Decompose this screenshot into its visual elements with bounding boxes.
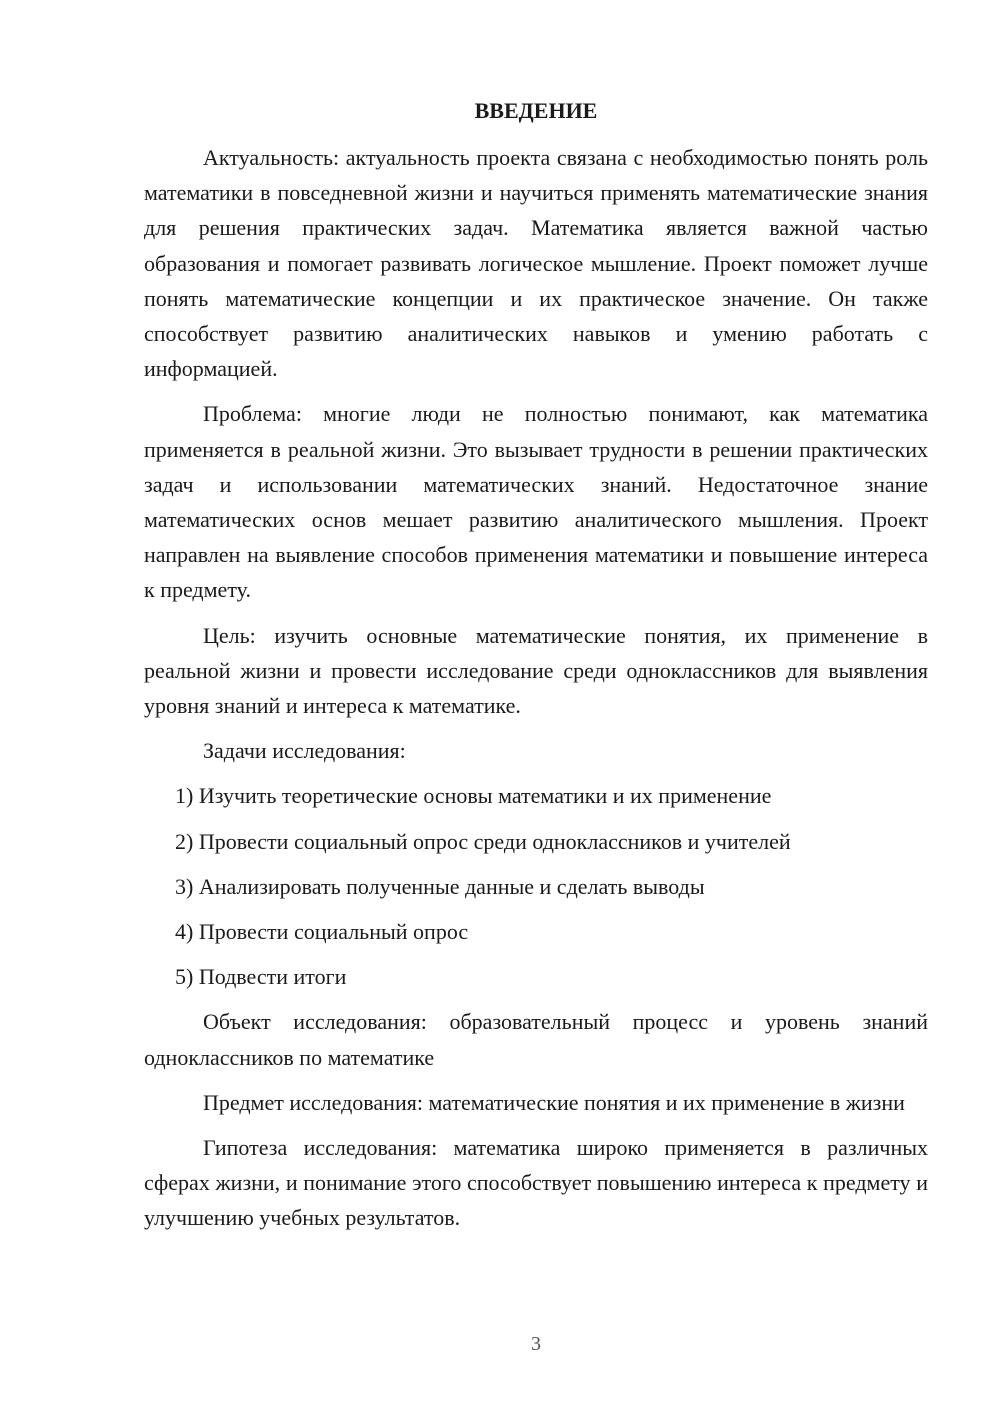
tasks-list <box>144 778 928 994</box>
page-title: ВВЕДЕНИЕ <box>474 98 598 123</box>
list-item: 1) Изучить теоретические основы математики и их применение <box>175 783 772 809</box>
list-item: 5) Подвести итоги <box>175 964 347 990</box>
paragraph-problem: Проблема: многие люди не полностью понимают, как математика применяется в реальной жизни. Это вызывает трудности в решении практических задач и использовании математических знаний. Недостаточное знание математических основ мешает развитию аналитического мышления. Проект направлен на выявление способов применения математики и повышение интереса к предмету. <box>144 401 928 603</box>
page-content <box>144 96 928 1246</box>
list-item: 2) Провести социальный опрос среди одноклассников и учителей <box>175 828 791 854</box>
page-number: 3 <box>531 1333 541 1355</box>
tasks-heading: Задачи исследования: <box>203 738 406 764</box>
list-item: 3) Анализировать полученные данные и сделать выводы <box>175 873 705 899</box>
paragraph-goal: Цель: изучить основные математические понятия, их применение в реальной жизни и провести исследование среди одноклассников для выявления уровня знаний и интереса к математике. <box>144 622 928 719</box>
paragraph-relevance: Актуальность: актуальность проекта связана с необходимостью понять роль математики в повседневной жизни и научиться применять математические знания для решения практических задач. Математика является важной частью образования и помогает развивать логическое мышление. Проект поможет лучше понять математические концепции и их практическое значение. Он также способствует развитию аналитических навыков и умению работать с информацией. <box>144 145 928 382</box>
paragraph-subject: Предмет исследования: математические понятия и их применение в жизни <box>203 1089 905 1115</box>
list-item: 4) Провести социальный опрос <box>175 919 469 945</box>
paragraph-hypothesis: Гипотеза исследования: математика широко применяется в различных сферах жизни, и понимание этого способствует повышению интереса к предмету и улучшению учебных результатов. <box>144 1135 928 1231</box>
paragraph-object: Объект исследования: образовательный процесс и уровень знаний одноклассников по математике <box>144 1009 928 1070</box>
